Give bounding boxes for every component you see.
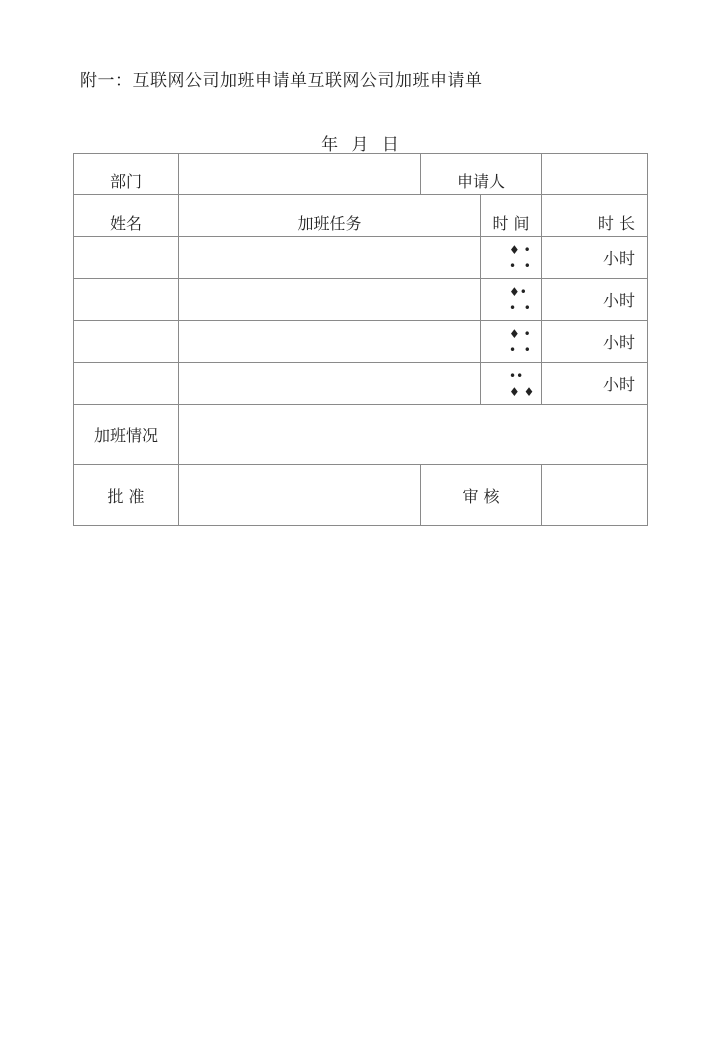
review-label: 审 核 [421,465,542,526]
col-task-header: 加班任务 [179,195,481,237]
month-label: 月 [351,135,369,155]
row-name-cell[interactable] [74,279,179,321]
time-marks-line: •• [509,368,524,383]
time-marks-line: • • [509,258,531,273]
column-header-row [74,195,648,237]
table-row [74,363,648,405]
time-marks-line: ♦ ♦ [509,384,535,399]
row-duration-cell[interactable]: 小时 [542,237,648,279]
time-marks-line: ♦ • [509,326,531,341]
document-title: 附一：互联网公司加班申请单互联网公司加班申请单 [80,71,483,91]
dept-field[interactable] [179,154,421,195]
approval-row [74,465,648,526]
time-marks-line: • • [509,300,531,315]
day-label: 日 [381,135,399,155]
row-time-cell[interactable] [481,237,542,279]
date-line [0,130,720,155]
col-time-header: 时 间 [481,195,542,237]
row-task-cell[interactable] [179,363,481,405]
row-duration-cell[interactable]: 小时 [542,279,648,321]
row-time-cell[interactable] [481,321,542,363]
applicant-label: 申请人 [421,154,542,195]
time-marks-line: • • [509,342,531,357]
review-field[interactable] [542,465,648,526]
row-task-cell[interactable] [179,321,481,363]
row-name-cell[interactable] [74,321,179,363]
row-name-cell[interactable] [74,363,179,405]
approve-field[interactable] [179,465,421,526]
row-time-cell[interactable] [481,279,542,321]
overtime-form-table [73,153,648,526]
row-duration-cell[interactable]: 小时 [542,321,648,363]
situation-label: 加班情况 [74,405,179,465]
row-task-cell[interactable] [179,237,481,279]
row-name-cell[interactable] [74,237,179,279]
table-row [74,279,648,321]
table-row [74,321,648,363]
dept-label: 部门 [74,154,179,195]
time-marks-line: ♦ • [509,242,531,257]
time-marks-line: ♦• [509,284,527,299]
situation-field[interactable] [179,405,648,465]
header-row [74,154,648,195]
table-row [74,237,648,279]
col-name-header: 姓名 [74,195,179,237]
row-time-cell[interactable] [481,363,542,405]
col-duration-header: 时 长 [542,195,648,237]
row-duration-cell[interactable]: 小时 [542,363,648,405]
row-task-cell[interactable] [179,279,481,321]
situation-row [74,405,648,465]
applicant-field[interactable] [542,154,648,195]
year-label: 年 [321,135,339,155]
approve-label: 批 准 [74,465,179,526]
